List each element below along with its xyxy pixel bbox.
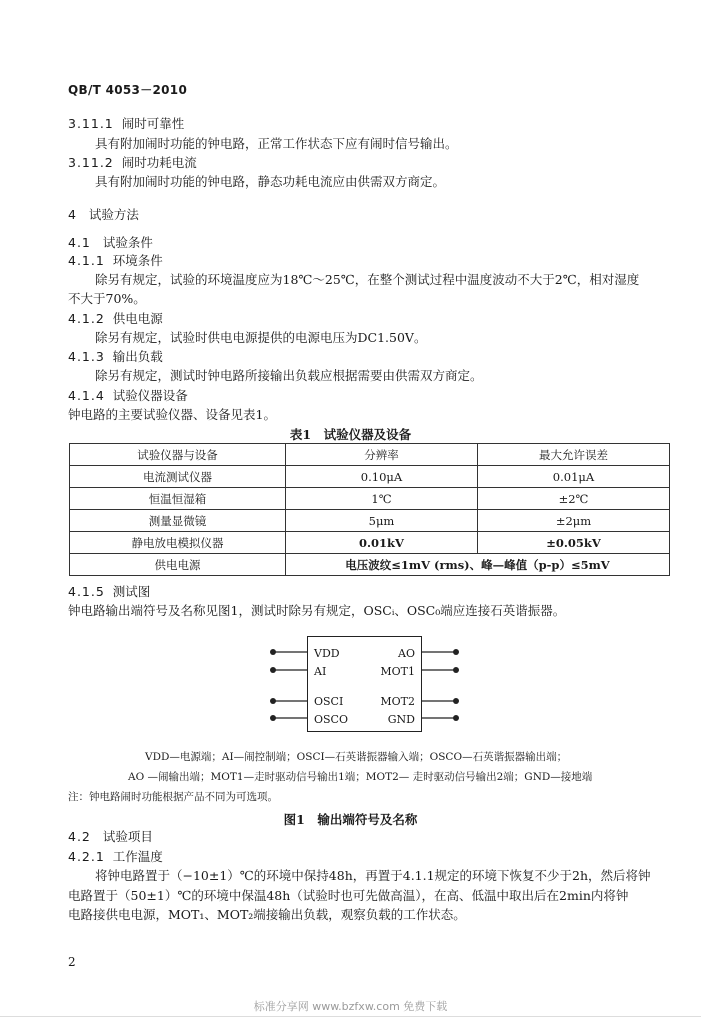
section-3-11-2-body: 具有附加闹时功能的钟电路，静态功耗电流应由供需双方商定。: [95, 174, 446, 189]
section-4-2-1-body-line3: 电路接供电电源，MOT₁、MOT₂端接输出负载，观察负载的工作状态。: [68, 907, 466, 922]
table-caption: 表1 试验仪器及设备: [289, 427, 412, 442]
table-cell: ±2℃: [478, 488, 670, 510]
table-cell: ±0.05kV: [478, 532, 670, 554]
pin-label: AI: [314, 665, 327, 678]
section-4-2-1-body-line1: 将钟电路置于（−10±1）℃的环境中保持48h，再置于4.1.1规定的环境下恢复不少于2h，然后将钟: [95, 868, 651, 883]
section-4-1-2-heading: [68, 310, 163, 328]
section-title: 闹时功耗电流: [121, 155, 197, 170]
section-4-1-3-body: 除另有规定，测试时钟电路所接输出负载应根据需要由供需双方商定。: [95, 368, 483, 383]
section-title: 试验条件: [102, 235, 153, 250]
ic-chip-outline: [307, 636, 422, 732]
table-row: [70, 510, 670, 532]
section-number: 4: [68, 207, 77, 222]
section-3-11-1-heading: [68, 115, 184, 133]
figure-legend-line2: AO —闹输出端；MOT1—走时驱动信号输出1端；MOT2— 走时驱动信号输出2端；GND—接地端: [128, 771, 593, 783]
section-4-1-1-heading: [68, 252, 163, 270]
section-number: 4.1: [68, 235, 91, 250]
table-row: [70, 532, 670, 554]
figure-legend-line1: VDD—电源端；AI—闹控制端；OSCI—石英谐振器输入端；OSCO—石英谐振器输出端；: [145, 751, 568, 763]
section-3-11-1-body: 具有附加闹时功能的钟电路，正常工作状态下应有闹时信号输出。: [95, 136, 458, 151]
table-cell-merged: 电压波纹≤1mV (rms)、峰—峰值（p-p）≤5mV: [286, 554, 670, 576]
table-cell: 供电电源: [70, 554, 286, 576]
pin-label: MOT2: [380, 695, 415, 708]
section-title: 供电电源: [112, 311, 163, 326]
section-title: 试验方法: [88, 207, 139, 222]
section-4-2-1-heading: [68, 848, 163, 866]
table-row: [70, 488, 670, 510]
table-row: [70, 554, 670, 576]
page-number: 2: [68, 955, 76, 969]
section-4-1-5-heading: [68, 583, 150, 601]
section-number: 4.1.1: [68, 253, 105, 268]
section-number: 4.1.3: [68, 349, 105, 364]
section-number: 4.1.5: [68, 584, 105, 599]
section-4-heading: [68, 206, 139, 224]
table-cell: ±2μm: [478, 510, 670, 532]
section-title: 试验仪器设备: [112, 388, 188, 403]
section-title: 试验项目: [102, 829, 153, 844]
section-number: 4.2: [68, 829, 91, 844]
section-number: 3.11.2: [68, 155, 114, 170]
pin-label: GND: [387, 713, 415, 726]
table-header-cell: 最大允许误差: [478, 444, 670, 466]
table-cell: 0.01μA: [478, 466, 670, 488]
section-4-1-2-body: 除另有规定，试验时供电电源提供的电源电压为DC1.50V。: [95, 330, 427, 345]
footer-divider: [0, 1016, 701, 1017]
table-header-cell: 试验仪器与设备: [70, 444, 286, 466]
table-row: [70, 466, 670, 488]
figure-note: 注：钟电路闹时功能根据产品不同为可选项。: [68, 791, 278, 803]
section-3-11-2-heading: [68, 154, 197, 172]
section-4-1-heading: [68, 234, 153, 252]
table-cell: 恒温恒湿箱: [70, 488, 286, 510]
section-4-1-5-body: 钟电路输出端符号及名称见图1，测试时除另有规定，OSCᵢ、OSC₀端应连接石英谐振器。: [68, 603, 566, 618]
table-cell: 1℃: [286, 488, 478, 510]
pin-label: OSCO: [314, 713, 348, 726]
pin-label: OSCI: [314, 695, 344, 708]
watermark-text: 标准分享网 www.bzfxw.com 免费下载: [253, 1000, 448, 1013]
section-4-1-3-heading: [68, 348, 163, 366]
section-4-1-1-body-line2: 不大于70%。: [68, 291, 146, 306]
table-cell: 5μm: [286, 510, 478, 532]
standard-code: QB/T 4053－2010: [68, 83, 188, 97]
table-cell: 电流测试仪器: [70, 466, 286, 488]
section-number: 4.1.2: [68, 311, 105, 326]
table-cell: 测量显微镜: [70, 510, 286, 532]
instruments-table: [69, 443, 670, 576]
pin-label: AO: [398, 647, 415, 660]
section-number: 4.1.4: [68, 388, 105, 403]
table-header-cell: 分辨率: [286, 444, 478, 466]
figure-caption: 图1 输出端符号及名称: [283, 812, 418, 827]
table-cell: 静电放电模拟仪器: [70, 532, 286, 554]
section-title: 环境条件: [112, 253, 163, 268]
section-number: 3.11.1: [68, 116, 114, 131]
section-title: 测试图: [112, 584, 151, 599]
section-4-2-1-body-line2: 电路置于（50±1）℃的环境中保温48h（试验时也可先做高温），在高、低温中取出后在2min内将钟: [68, 888, 629, 903]
section-title: 输出负载: [112, 349, 163, 364]
section-title: 闹时可靠性: [121, 116, 185, 131]
section-number: 4.2.1: [68, 849, 105, 864]
section-4-1-4-heading: [68, 387, 188, 405]
table-cell: 0.01kV: [286, 532, 478, 554]
table-header-row: [70, 444, 670, 466]
section-4-1-4-body: 钟电路的主要试验仪器、设备见表1。: [68, 407, 276, 422]
pin-label: MOT1: [380, 665, 415, 678]
section-4-1-1-body-line1: 除另有规定，试验的环境温度应为18℃～25℃，在整个测试过程中温度波动不大于2℃，相对湿度: [95, 272, 640, 287]
section-title: 工作温度: [112, 849, 163, 864]
table-cell: 0.10μA: [286, 466, 478, 488]
pin-label: VDD: [314, 647, 340, 660]
section-4-2-heading: [68, 828, 153, 846]
